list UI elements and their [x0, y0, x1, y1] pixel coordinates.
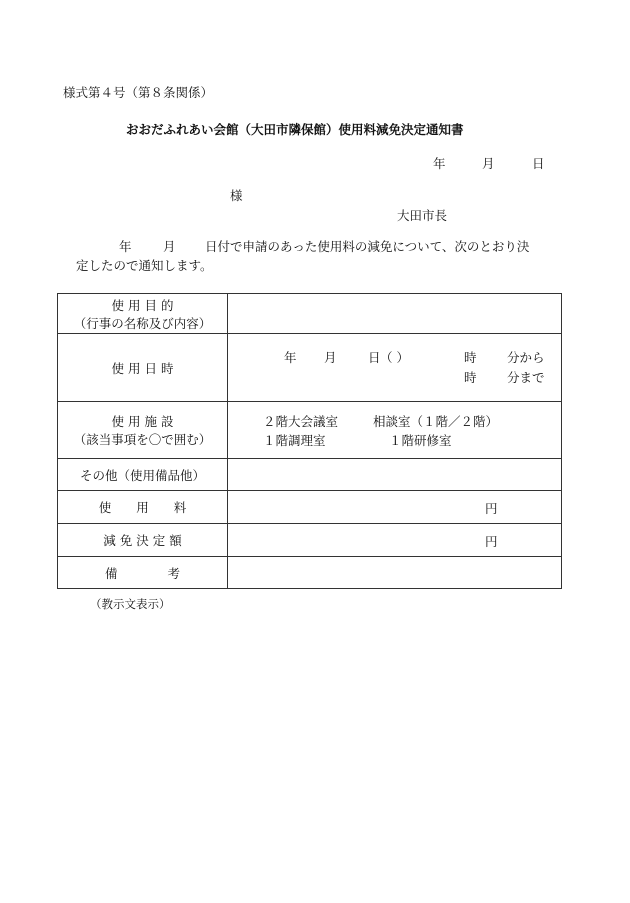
facility-option[interactable]: ２階大会議室	[263, 414, 339, 429]
facility-option[interactable]: １階調理室	[263, 433, 326, 448]
body-date-month: 月	[163, 239, 176, 254]
body-text-line2: 定したので通知します。	[76, 258, 213, 273]
row-other	[58, 459, 562, 491]
row-fee	[58, 491, 562, 524]
fee-unit: 円	[485, 501, 498, 516]
datetime-day: 日	[368, 350, 381, 365]
row-facility	[58, 402, 562, 459]
fee-value	[228, 491, 562, 524]
row-purpose	[58, 294, 562, 334]
other-label: その他（使用備品他）	[58, 459, 228, 491]
footer-note: （教示文表示）	[90, 597, 171, 611]
issue-date-year: 年	[433, 156, 446, 171]
reduction-label: 減 免 決 定 額	[58, 524, 228, 557]
facility-label-line1: 使 用 施 設	[111, 414, 174, 429]
facility-option[interactable]: １階研修室	[389, 433, 452, 448]
details-table	[57, 293, 562, 589]
facility-options	[228, 402, 562, 459]
reduction-unit: 円	[485, 534, 498, 549]
recipient-honorific: 様	[230, 188, 243, 203]
purpose-label	[58, 294, 228, 334]
facility-label-line2: （該当事項を〇で囲む）	[73, 432, 212, 447]
datetime-month: 月	[324, 350, 337, 365]
purpose-label-line2: （行事の名称及び内容）	[73, 315, 212, 331]
other-value	[228, 459, 562, 491]
datetime-label: 使 用 日 時	[58, 334, 228, 402]
issue-date-month: 月	[482, 156, 495, 171]
remarks-label: 備 考	[58, 557, 228, 589]
issue-date-day: 日	[532, 156, 545, 171]
datetime-weekday: （ ）	[380, 350, 409, 365]
row-datetime	[58, 334, 562, 402]
form-number: 様式第４号（第８条関係）	[63, 85, 214, 100]
datetime-hour-from: 時	[464, 350, 477, 365]
reduction-value	[228, 524, 562, 557]
facility-label	[58, 402, 228, 459]
row-reduction	[58, 524, 562, 557]
datetime-hour-to: 時	[464, 370, 477, 385]
purpose-label-line1: 使 用 目 的	[111, 297, 174, 313]
remarks-value	[228, 557, 562, 589]
body-text-line1: 日付で申請のあった使用料の減免について、次のとおり決	[205, 239, 530, 254]
facility-option[interactable]: 相談室（１階／２階）	[373, 414, 499, 429]
body-date-year: 年	[119, 239, 132, 254]
datetime-to: 分まで	[507, 370, 545, 385]
datetime-year: 年	[284, 350, 297, 365]
fee-label: 使 用 料	[58, 491, 228, 524]
purpose-value	[228, 294, 562, 334]
datetime-from: 分から	[507, 350, 545, 365]
issuer: 大田市長	[397, 208, 448, 223]
datetime-value	[228, 334, 562, 402]
document-title: おおだふれあい会館（大田市隣保館）使用料減免決定通知書	[126, 122, 464, 137]
row-remarks	[58, 557, 562, 589]
